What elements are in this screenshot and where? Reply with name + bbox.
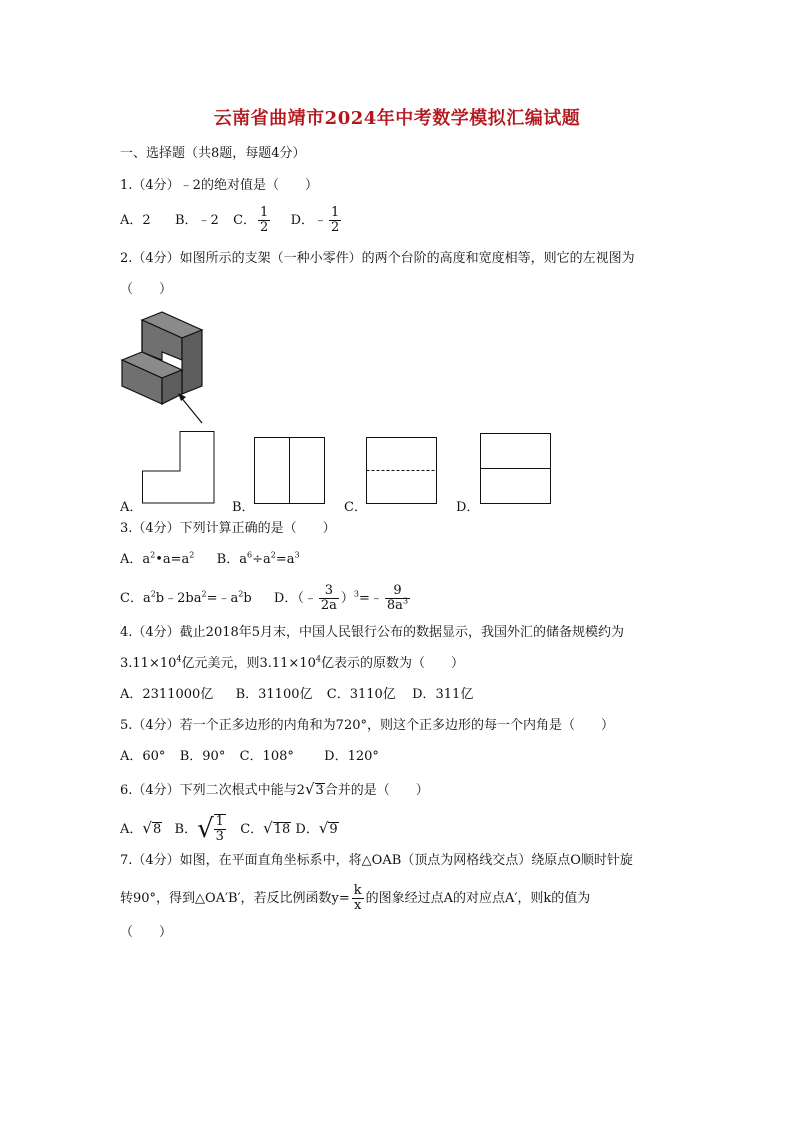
q1-c-fraction: $\frac{1}{2}$ — [260, 205, 269, 235]
q4-option-b[interactable]: B．31100亿 — [235, 687, 313, 702]
q6-option-d[interactable]: D．√9 — [295, 818, 338, 837]
q2-option-a-figure[interactable] — [142, 431, 216, 505]
q1-option-a[interactable]: A．2 — [120, 213, 151, 228]
q1-stem: 1.（4分）﹣2的绝对值是（ ） — [120, 178, 318, 193]
q2-paren: （ ） — [120, 282, 173, 297]
q1-option-b[interactable]: B．﹣2 — [174, 213, 219, 228]
q4-stem: 4.（4分）截止2018年5月末，中国人民银行公布的数据显示，我国外汇的储备规模约为 — [120, 625, 625, 640]
q3-options-row1 — [120, 551, 300, 569]
section-heading: 一、选择题（共8题，每题4分） — [120, 146, 306, 161]
bracket-3d-figure — [118, 308, 218, 428]
q4-stem-line2: $3.11\times 10^4$亿元美元，则$3.11\times 10^4$亿表示的原数为（ ） — [120, 654, 464, 671]
q6-b-fraction: $\frac{1}{3}$ — [215, 814, 224, 844]
q6-stem: 6.（4分）下列二次根式中能与2√3合并的是（ ） — [120, 780, 429, 798]
q7-k-over-x-fraction: $\frac{k}{x}$ — [353, 883, 362, 913]
q2-option-b-label[interactable]: B． — [232, 500, 255, 515]
q5-option-b[interactable]: B．90° — [179, 749, 226, 764]
sqrt-icon: √ — [318, 818, 329, 837]
q7-stem-line1: 7.（4分）如图，在平面直角坐标系中，将△OAB（顶点为网格线交点）绕原点O顺时针旋 — [120, 853, 633, 868]
q6-option-c[interactable]: C．√18 — [240, 818, 291, 837]
q3-d-fraction-2: $\frac{9}{8a^3}$ — [386, 583, 409, 613]
q4-option-a[interactable]: A．2311000亿 — [120, 687, 214, 702]
q5-option-c[interactable]: C．108° — [239, 749, 294, 764]
q3-option-d[interactable]: D．（﹣ $\frac{3}{2a}$ ）$^3$=﹣ $\frac{9}{8a^3}$ — [273, 583, 409, 613]
q3-option-b[interactable]: B．$a^6\div a^2=a^3$ — [216, 550, 300, 567]
sqrt-icon: √ — [263, 818, 273, 837]
q3-d-fraction-1: $\frac{3}{2a}$ — [320, 583, 337, 613]
sqrt-icon: √ — [304, 780, 315, 798]
q4-option-d[interactable]: D．311亿 — [412, 687, 474, 702]
q5-option-d[interactable]: D．120° — [324, 749, 379, 764]
q4-options — [120, 686, 473, 704]
q7-paren: （ ） — [120, 925, 173, 940]
q3-options-row2 — [120, 584, 412, 613]
exam-title: 云南省曲靖市2024年中考数学模拟汇编试题 — [213, 108, 581, 129]
q1-d-fraction: $\frac{1}{2}$ — [331, 205, 340, 235]
q6-options — [120, 814, 339, 844]
sqrt-icon: √ — [142, 818, 152, 837]
q3-option-c[interactable]: C．$a^2b﹣2ba^2=﹣a^2b$ — [120, 589, 252, 606]
q5-options — [120, 748, 379, 766]
q4-option-c[interactable]: C．3110亿 — [326, 687, 396, 702]
q5-stem: 5.（4分）若一个正多边形的内角和为720°，则这个正多边形的每一个内角是（ ） — [120, 718, 614, 733]
q7-stem-line2: 转90°，得到△OA′B′，若反比例函数y= $\frac{k}{x}$ 的图象经过点A的对应点A′，则k的值为 — [120, 883, 591, 913]
q1-options — [120, 206, 343, 235]
q2-option-b-figure[interactable] — [254, 437, 326, 505]
q1-option-d[interactable]: D．﹣ $\frac{1}{2}$ — [290, 205, 340, 235]
q2-stem: 2.（4分）如图所示的支架（一种小零件）的两个台阶的高度和宽度相等，则它的左视图为 — [120, 251, 635, 266]
q2-option-a-label[interactable]: A． — [120, 500, 143, 515]
q3-stem: 3.（4分）下列计算正确的是（ ） — [120, 521, 336, 536]
q2-option-d-figure[interactable] — [480, 433, 552, 505]
q1-option-c[interactable]: C． $\frac{1}{2}$ — [233, 205, 269, 235]
q2-option-c-label[interactable]: C． — [344, 500, 367, 515]
sqrt-icon: √ — [197, 814, 214, 844]
q6-option-a[interactable]: A．√8 — [120, 818, 162, 837]
q5-option-a[interactable]: A．60° — [120, 749, 166, 764]
q2-option-c-figure[interactable] — [366, 437, 438, 505]
q3-option-a[interactable]: A．$a^2•a=a^2$ — [120, 550, 195, 567]
q6-option-b[interactable]: B．√ $\frac{1}{3}$ — [174, 814, 224, 844]
q2-option-d-label[interactable]: D． — [456, 500, 480, 515]
